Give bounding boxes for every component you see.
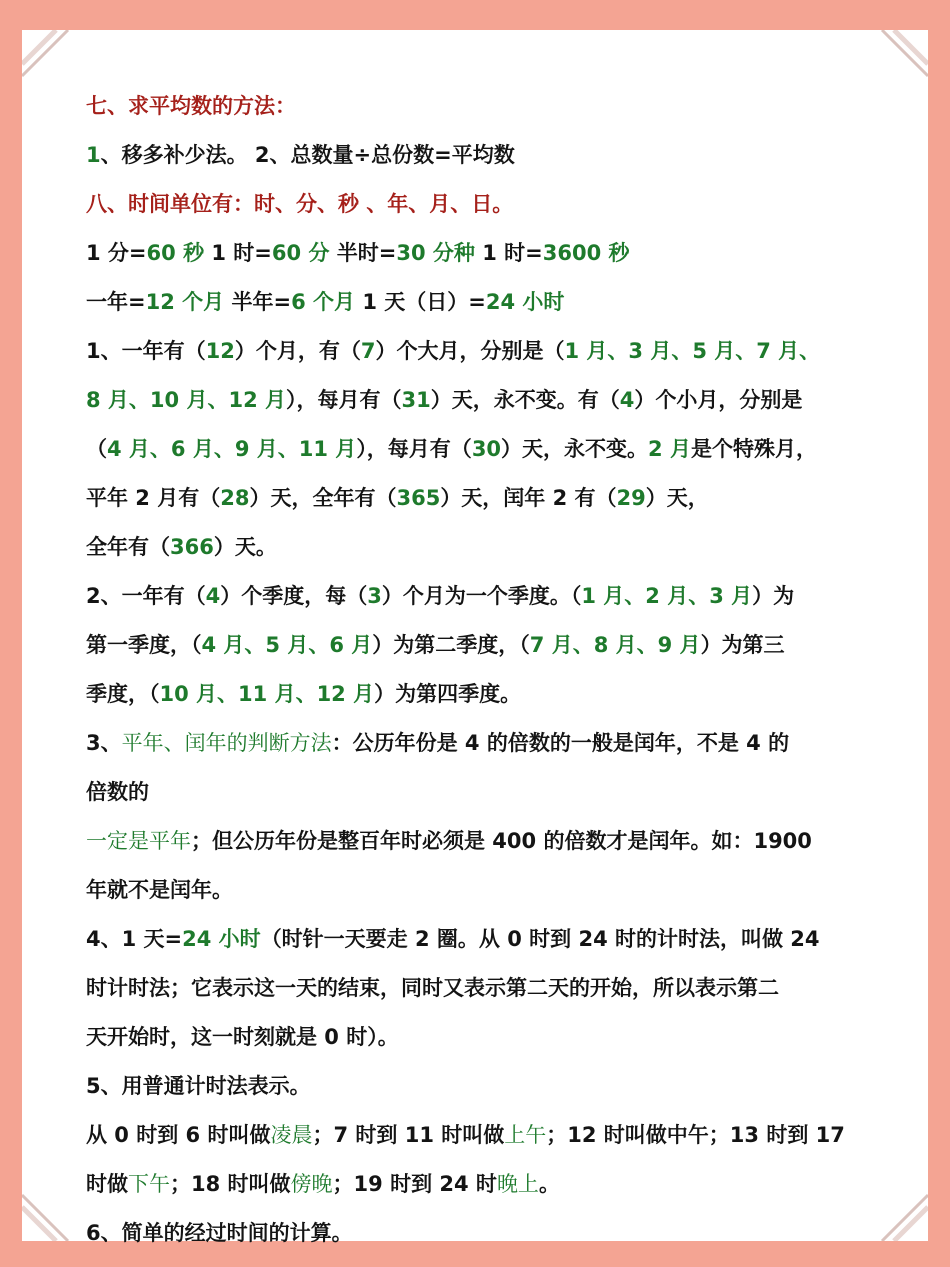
text-segment: 从 0 时到 6 时叫做 xyxy=(86,1123,271,1147)
highlighted-text: 60 秒 xyxy=(146,241,205,265)
text-segment: 6、简单的经过时间的计算。 xyxy=(86,1221,353,1245)
text-line xyxy=(86,229,916,278)
text-segment: ；但公历年份是整百年时必须是 400 的倍数才是闰年。如：1900 xyxy=(191,829,812,853)
text-segment: 第一季度，（ xyxy=(86,633,202,657)
highlighted-text: 八、时间单位有：时、分、秒 、年、月、日。 xyxy=(86,192,514,216)
highlighted-text: 平年、闰年的判断方法 xyxy=(121,731,332,755)
text-segment: 天开始时，这一时刻就是 0 时）。 xyxy=(86,1025,399,1049)
text-segment: 4、1 天= xyxy=(86,927,183,951)
text-segment: 时做 xyxy=(86,1172,128,1196)
text-line xyxy=(86,768,916,817)
text-segment: ），每月有（ xyxy=(356,437,472,461)
highlighted-text: 365 xyxy=(396,486,441,510)
text-line xyxy=(86,425,916,474)
text-segment: ；7 时到 11 时叫做 xyxy=(312,1123,505,1147)
text-segment: ）个小月，分别是 xyxy=(634,388,803,412)
highlighted-text: 24 小时 xyxy=(485,290,565,314)
text-line xyxy=(86,621,916,670)
text-segment: 、移多补少法。 2、总数量÷总份数=平均数 xyxy=(100,143,515,167)
corner-clip-icon xyxy=(22,1181,82,1241)
highlighted-text: 1 月、3 月、5 月、7 月、 xyxy=(564,339,821,363)
text-segment: 。 xyxy=(538,1172,560,1196)
text-segment: ）个月，有（ xyxy=(234,339,361,363)
highlighted-text: 3600 秒 xyxy=(542,241,630,265)
text-line xyxy=(86,866,916,915)
text-line xyxy=(86,474,916,523)
text-segment: 1 时= xyxy=(474,241,543,265)
text-line xyxy=(86,719,916,768)
text-segment: ）个季度，每（ xyxy=(220,584,368,608)
text-segment: 3、 xyxy=(86,731,122,755)
text-segment: ；18 时叫做 xyxy=(170,1172,291,1196)
text-segment: 1、一年有（ xyxy=(86,339,206,363)
highlighted-text: 4 xyxy=(619,388,635,412)
text-segment: （ xyxy=(86,437,107,461)
highlighted-text: 4 月、6 月、9 月、11 月 xyxy=(107,437,357,461)
text-line xyxy=(86,1013,916,1062)
text-segment: 平年 2 月有（ xyxy=(86,486,221,510)
text-segment: ）天，全年有（ xyxy=(249,486,397,510)
highlighted-text: 29 xyxy=(616,486,646,510)
text-segment: 全年有（ xyxy=(86,535,170,559)
text-segment: 半时= xyxy=(329,241,397,265)
text-segment: ：公历年份是 4 的倍数的一般是闰年，不是 4 的 xyxy=(331,731,790,755)
text-line xyxy=(86,376,916,425)
corner-clip-icon xyxy=(22,30,82,90)
section-heading xyxy=(86,82,916,131)
text-segment: ），每月有（ xyxy=(286,388,402,412)
highlighted-text: 4 xyxy=(205,584,221,608)
highlighted-text: 上午 xyxy=(504,1123,547,1147)
text-line xyxy=(86,1111,916,1160)
document-sheet xyxy=(22,30,928,1245)
text-line xyxy=(86,1160,916,1209)
text-segment: 1 天（日）= xyxy=(355,290,486,314)
document-body xyxy=(86,82,916,1258)
highlighted-text: 30 分种 xyxy=(396,241,475,265)
highlighted-text: 7 xyxy=(360,339,376,363)
highlighted-text: 28 xyxy=(220,486,250,510)
text-segment: ）天，闰年 2 有（ xyxy=(440,486,617,510)
highlighted-text: 12 个月 xyxy=(145,290,225,314)
text-segment: ）个月为一个季度。（ xyxy=(381,584,582,608)
highlighted-text: 60 分 xyxy=(271,241,330,265)
highlighted-text: 10 月、11 月、12 月 xyxy=(159,682,375,706)
text-segment: 倍数的 xyxy=(86,780,149,804)
highlighted-text: 下午 xyxy=(128,1172,170,1196)
text-line xyxy=(86,572,916,621)
text-segment: ）天， xyxy=(645,486,709,510)
text-segment: 2、一年有（ xyxy=(86,584,206,608)
text-segment: 1 分= xyxy=(86,241,147,265)
text-line xyxy=(86,278,916,327)
text-segment: ；19 时到 24 时 xyxy=(332,1172,497,1196)
text-segment: ）天。 xyxy=(213,535,277,559)
text-segment: （时针一天要走 2 圈。从 0 时到 24 时的计时法，叫做 24 xyxy=(260,927,820,951)
highlighted-text: 31 xyxy=(401,388,431,412)
text-segment: ；12 时叫做中午；13 时到 17 xyxy=(546,1123,845,1147)
text-segment: 时计时法；它表示这一天的结束，同时又表示第二天的开始，所以表示第二 xyxy=(86,976,779,1000)
text-segment: 年就不是闰年。 xyxy=(86,878,233,902)
corner-clip-icon xyxy=(868,30,928,90)
highlighted-text: 七、求平均数的方法： xyxy=(86,94,296,118)
highlighted-text: 晚上 xyxy=(496,1172,539,1196)
highlighted-text: 8 月、10 月、12 月 xyxy=(86,388,286,412)
text-line xyxy=(86,327,916,376)
text-line xyxy=(86,131,916,180)
text-line xyxy=(86,1062,916,1111)
text-segment: 5、用普通计时法表示。 xyxy=(86,1074,311,1098)
highlighted-text: 4 月、5 月、6 月 xyxy=(201,633,373,657)
highlighted-text: 24 小时 xyxy=(182,927,261,951)
highlighted-text: 6 个月 xyxy=(291,290,356,314)
text-segment: 是个特殊月， xyxy=(690,437,817,461)
highlighted-text: 30 xyxy=(471,437,502,461)
text-line xyxy=(86,817,916,866)
text-segment: ）个大月，分别是（ xyxy=(375,339,565,363)
text-line xyxy=(86,523,916,572)
section-heading xyxy=(86,180,916,229)
text-segment: ）为 xyxy=(752,584,795,608)
highlighted-text: 12 xyxy=(205,339,235,363)
highlighted-text: 3 xyxy=(367,584,382,608)
text-segment: ）天，永不变。有（ xyxy=(430,388,620,412)
text-segment: 1 时= xyxy=(204,241,272,265)
text-line xyxy=(86,964,916,1013)
text-segment: ）为第二季度，（ xyxy=(372,633,530,657)
highlighted-text: 一定是平年 xyxy=(86,829,191,853)
highlighted-text: 凌晨 xyxy=(270,1123,313,1147)
highlighted-text: 2 月 xyxy=(648,437,691,461)
highlighted-text: 1 xyxy=(86,143,101,167)
text-segment: 半年= xyxy=(224,290,292,314)
highlighted-text: 傍晚 xyxy=(290,1172,333,1196)
text-segment: 季度，（ xyxy=(86,682,160,706)
text-line xyxy=(86,1209,916,1258)
text-segment: ）为第四季度。 xyxy=(374,682,522,706)
text-segment: ）为第三 xyxy=(700,633,785,657)
text-line xyxy=(86,670,916,719)
highlighted-text: 7 月、8 月、9 月 xyxy=(529,633,701,657)
highlighted-text: 1 月、2 月、3 月 xyxy=(581,584,753,608)
text-segment: ）天，永不变。 xyxy=(501,437,649,461)
text-line xyxy=(86,915,916,964)
highlighted-text: 366 xyxy=(170,535,214,559)
text-segment: 一年= xyxy=(86,290,146,314)
